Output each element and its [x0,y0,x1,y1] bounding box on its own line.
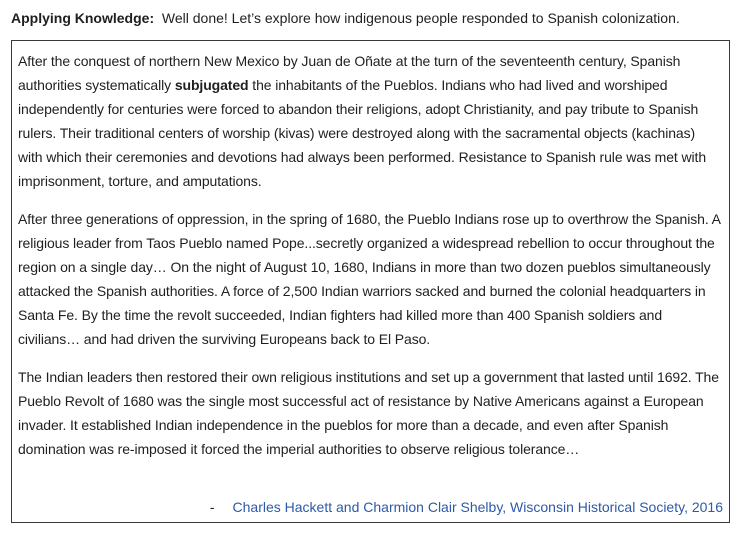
heading-text: Well done! Let’s explore how indigenous people responded to Spanish colonization. [154,10,680,26]
bold-term-subjugated: subjugated [174,77,249,93]
passage-box [11,40,730,523]
passage-paragraph-2: After three generations of oppression, in the spring of 1680, the Pueblo Indians rose up to overthrow the Spanish. A religious leader from Taos Pueblo named Pope...secretly organized a widespread rebellion to occur throughout the region on a single day… On the night of August 10, 1680, Indians in more than two dozen pueblos simultaneously attacked the Spanish authorities. A force of 2,500 Indian warriors sacked and burned the colonial headquarters in Santa Fe. By the time the revolt succeeded, Indian fighters had killed more than 400 Spanish soldiers and civilians… and had driven the surviving Europeans back to El Paso. [18,211,721,347]
citation-source: Charles Hackett and Charmion Clair Shelby, Wisconsin Historical Society, 2016 [232,499,723,515]
paragraph-1-text-before: After the conquest of northern New Mexico by Juan de Oñate at the turn of the seventeenth century, Spanish authorities systematically [18,53,681,93]
paragraph-1-text-after: the inhabitants of the Pueblos. Indians who had lived and worshiped independently for centuries were forced to abandon their religions, adopt Christianity, and pay tribute to Spanish rulers. Their traditional centers of worship (kivas) were destroyed along with the sacramental objects (kachinas) with which their ceremonies and devotions had always been performed. Resistance to Spanish rule was met with imprisonment, torture, and amputations. [18,77,707,189]
heading-colon: : [149,10,155,26]
citation [210,497,723,517]
heading-label: Applying Knowledge [11,10,150,26]
passage-paragraph-1 [18,49,722,193]
citation-dash: - [209,499,215,515]
section-heading [11,9,736,27]
passage-paragraph-3: The Indian leaders then restored their own religious institutions and set up a government that lasted until 1692. The Pueblo Revolt of 1680 was the single most successful act of resistance by Native Americans against a European invader. It established Indian independence in the pueblos for more than a decade, and even after Spanish domination was re-imposed it forced the imperial authorities to observe religious tolerance… [18,369,719,457]
